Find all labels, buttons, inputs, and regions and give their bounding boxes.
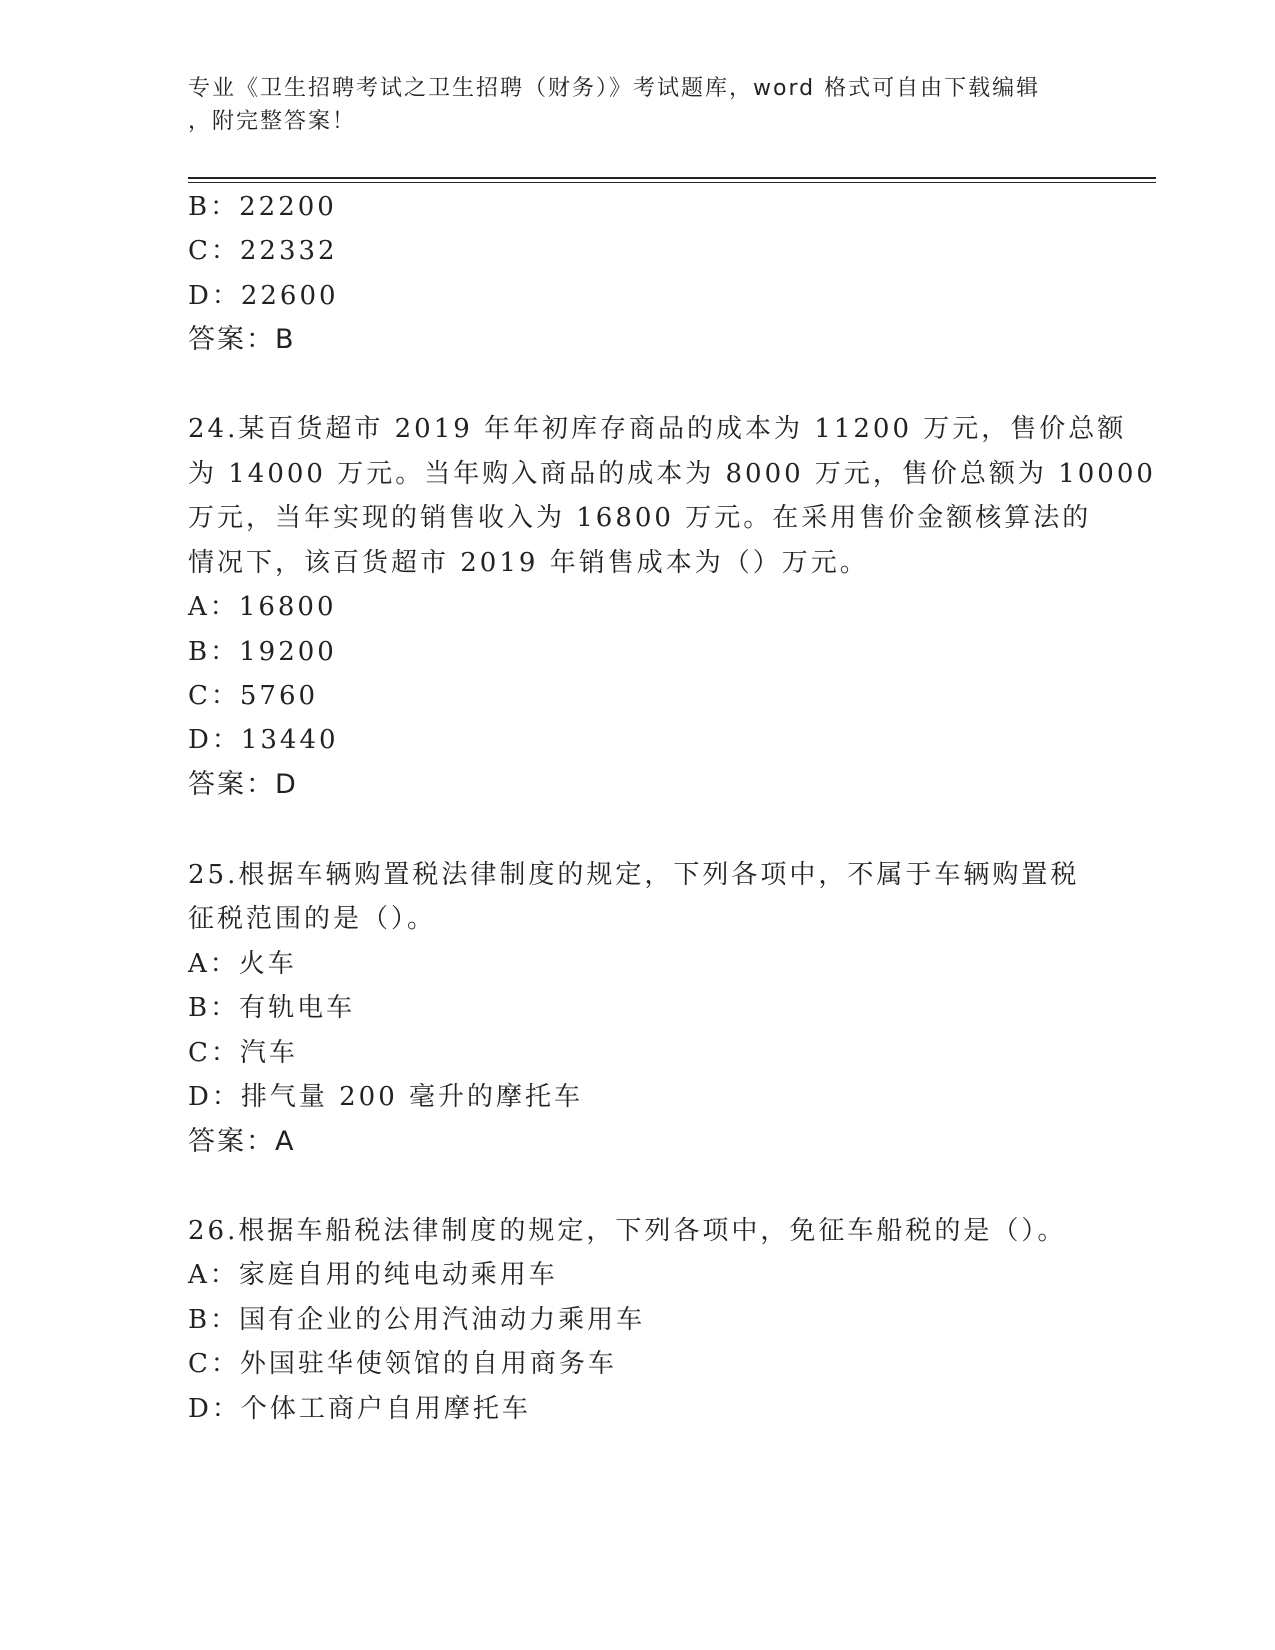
q23-answer: 答案：B — [188, 324, 296, 355]
q25-text-line-1: 25.根据车辆购置税法律制度的规定，下列各项中，不属于车辆购置税 — [188, 860, 1080, 890]
q26-option-a: A：家庭自用的纯电动乘用车 — [188, 1260, 558, 1290]
header-divider-thin — [188, 182, 1156, 183]
header-line-2: ，附完整答案！ — [188, 109, 357, 134]
q26-option-d: D：个体工商户自用摩托车 — [188, 1394, 531, 1424]
q24-option-b: B：19200 — [188, 637, 337, 667]
q24-text-line-1: 24.某百货超市 2019 年年初库存商品的成本为 11200 万元，售价总额 — [188, 414, 1127, 444]
header-divider-thick — [188, 177, 1156, 179]
q26-option-b: B：国有企业的公用汽油动力乘用车 — [188, 1305, 646, 1335]
q24-text-line-4: 情况下，该百货超市 2019 年销售成本为（）万元。 — [188, 548, 869, 578]
q25-answer: 答案：A — [188, 1126, 296, 1157]
q26-option-c: C：外国驻华使领馆的自用商务车 — [188, 1349, 617, 1379]
q25-option-c: C：汽车 — [188, 1038, 298, 1068]
q25-text-line-2: 征税范围的是（）。 — [188, 904, 437, 934]
q23-option-c: C：22332 — [188, 236, 338, 266]
q24-text-line-3: 万元，当年实现的销售收入为 16800 万元。在采用售价金额核算法的 — [188, 503, 1092, 533]
q26-text-line-1: 26.根据车船税法律制度的规定，下列各项中，免征车船税的是（）。 — [188, 1216, 1067, 1246]
q24-option-a: A：16800 — [188, 592, 337, 622]
q24-answer: 答案：D — [188, 769, 298, 800]
document-header — [188, 72, 1068, 138]
q25-option-a: A：火车 — [188, 949, 297, 979]
q25-option-b: B：有轨电车 — [188, 993, 356, 1023]
q24-option-c: C：5760 — [188, 681, 319, 711]
q23-option-b: B：22200 — [188, 192, 337, 222]
q25-option-d: D：排气量 200 毫升的摩托车 — [188, 1082, 584, 1112]
header-line-1: 专业《卫生招聘考试之卫生招聘（财务）》考试题库，word 格式可自由下载编辑 — [188, 76, 1041, 101]
q24-option-d: D：13440 — [188, 725, 339, 755]
q24-text-line-2: 为 14000 万元。当年购入商品的成本为 8000 万元，售价总额为 10000 — [188, 459, 1156, 489]
q23-option-d: D：22600 — [188, 281, 339, 311]
